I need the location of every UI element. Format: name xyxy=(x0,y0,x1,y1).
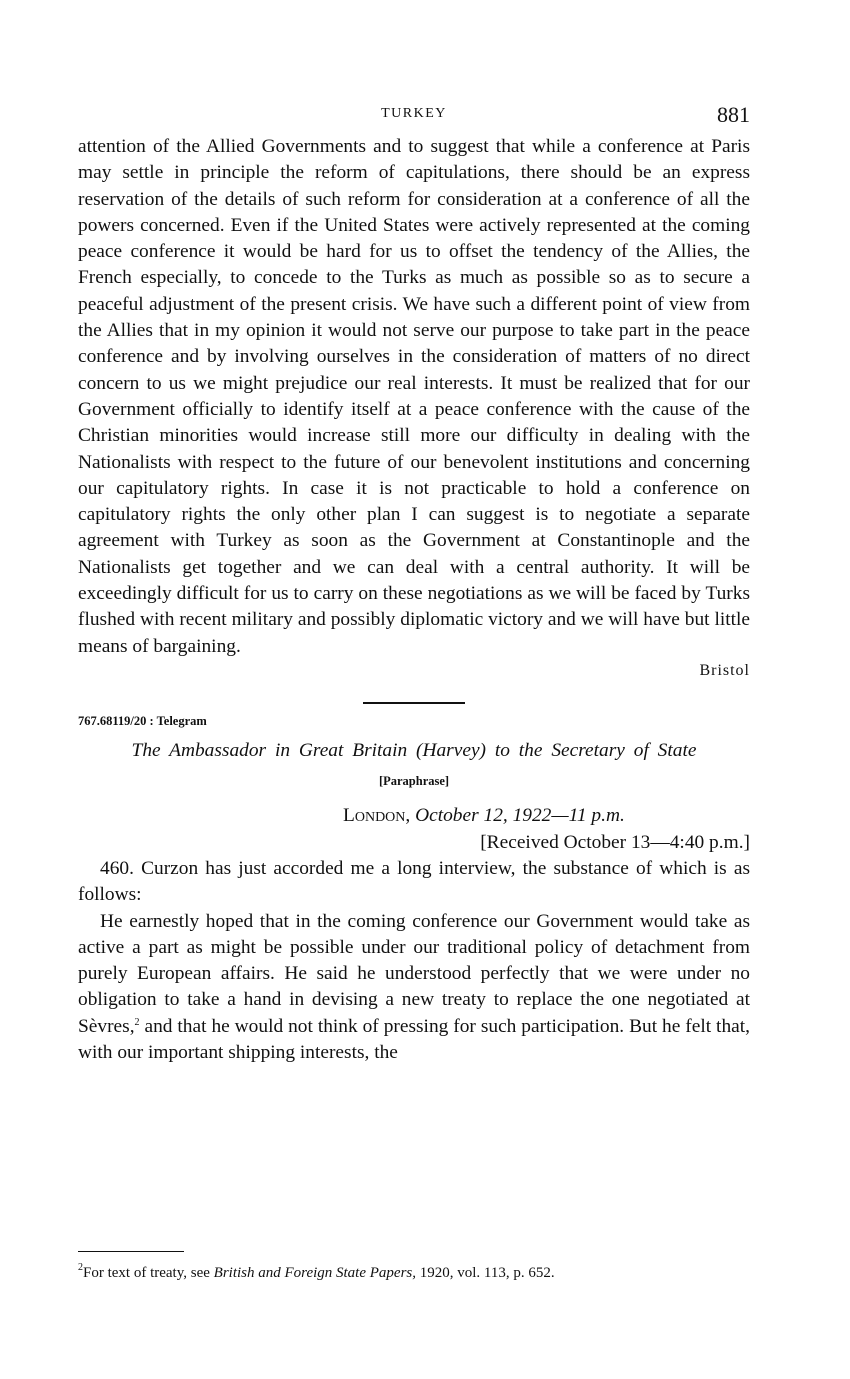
footnote-marker: 2 xyxy=(78,1262,83,1273)
running-head: TURKEY xyxy=(381,106,447,121)
footnote-text-after: 1920, vol. 113, p. 652. xyxy=(416,1265,555,1281)
dateline xyxy=(78,802,750,829)
paragraph-2-continuation: and that he would not think of pressing for such participation. But he felt that, with our important shipping interests, the xyxy=(78,1015,750,1064)
footnote-reference[interactable]: 2 xyxy=(134,1016,140,1028)
page-number: 881 xyxy=(717,102,750,127)
footnote-rule xyxy=(78,1251,184,1252)
footnote xyxy=(78,1264,750,1283)
page-header xyxy=(78,98,750,134)
paragraph-2-text: He earnestly hoped that in the coming conference our Government would take as active a part as might be possible under our traditional policy of detachment from purely European affairs. He said he understood perfectly that we were under no obligation to take a hand in devising a new treaty to replace the one negotiated at Sèvres, xyxy=(78,910,750,1037)
telegram-paragraph-2 xyxy=(78,909,750,1067)
telegram-paragraph-1: 460. Curzon has just accorded me a long interview, the substance of which is as follows: xyxy=(78,857,750,906)
document-title: The Ambassador in Great Britain (Harvey) to the Secretary of State xyxy=(131,739,697,761)
file-number: 767.68119/20 : Telegram xyxy=(78,713,207,728)
continuation-paragraph: attention of the Allied Governments and to suggest that while a conference at Paris may settle in principle the reform of capitulations, there should be an express reservation of the details of such reform for consideration at a conference of all the powers concerned. Even if the United States were actively represented at the coming peace conference it would be hard for us to offset the tendency of the Allies, the French especially, to concede to the Turks as much as possible so as to secure a peaceful adjustment of the present crisis. We have such a different point of view from the Allies that in my opinion it would not serve our purpose to take part in the peace conference and by involving ourselves in the consideration of matters of no direct concern to us we might prejudice our real interests. It must be realized that for our Government officially to identify itself at a peace conference with the cause of the Christian minorities would increase still more our difficulty in dealing with the Nationalists with respect to the future of our benevolent institutions and concerning our capitulatory rights. In case it is not practicable to hold a conference on capitulatory rights the only other plan I can suggest is to negotiate a separate agreement with Turkey as soon as the Government at Constantinople and the Nationalists get together and we can deal with a central authority. It will be exceedingly difficult for us to carry on these negotiations as we will be faced by Turks flushed with recent military and possibly diplomatic victory and we will have but little means of bargaining. xyxy=(78,136,750,657)
received-line: [Received October 13—4:40 p.m.] xyxy=(480,831,750,853)
footnote-text-before: For text of treaty, see xyxy=(83,1265,214,1281)
dateline-date: October 12, 1922—11 p.m. xyxy=(415,804,625,826)
paraphrase-label: [Paraphrase] xyxy=(378,773,450,788)
page-content xyxy=(78,98,750,1066)
footnote-source: British and Foreign State Papers, xyxy=(213,1265,417,1281)
dateline-place: London, xyxy=(343,804,411,826)
signature: Bristol xyxy=(699,661,750,679)
section-divider xyxy=(363,702,465,704)
